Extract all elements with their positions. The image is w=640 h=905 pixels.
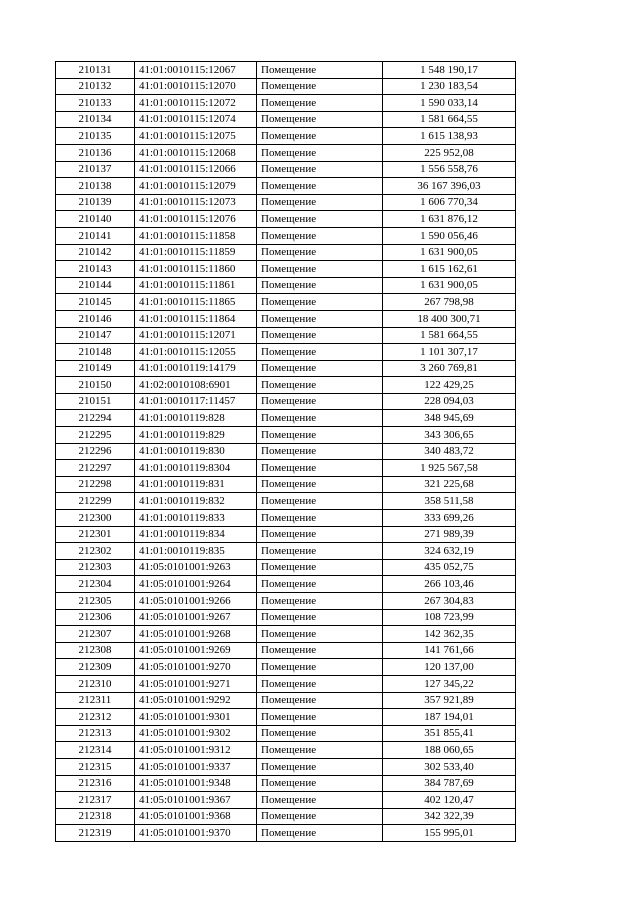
- object-type-cell: Помещение: [257, 725, 383, 742]
- object-type-cell: Помещение: [257, 227, 383, 244]
- cadastral-value-cell: 1 606 770,34: [383, 194, 516, 211]
- cadastral-number-cell: 41:05:0101001:9367: [135, 792, 257, 809]
- cadastral-value-cell: 358 511,58: [383, 493, 516, 510]
- cadastral-value-cell: 187 194,01: [383, 709, 516, 726]
- table-row: [56, 510, 516, 527]
- table-row: [56, 725, 516, 742]
- cadastral-number-cell: 41:01:0010115:11861: [135, 277, 257, 294]
- table-row: [56, 659, 516, 676]
- row-number-cell: 212311: [56, 692, 135, 709]
- object-type-cell: Помещение: [257, 476, 383, 493]
- object-type-cell: Помещение: [257, 310, 383, 327]
- cadastral-number-cell: 41:01:0010115:12073: [135, 194, 257, 211]
- cadastral-value-cell: 271 989,39: [383, 526, 516, 543]
- object-type-cell: Помещение: [257, 95, 383, 112]
- cadastral-number-cell: 41:05:0101001:9268: [135, 626, 257, 643]
- cadastral-number-cell: 41:01:0010115:11859: [135, 244, 257, 261]
- object-type-cell: Помещение: [257, 443, 383, 460]
- cadastral-number-cell: 41:05:0101001:9368: [135, 808, 257, 825]
- table-row: [56, 377, 516, 394]
- cadastral-number-cell: 41:05:0101001:9271: [135, 675, 257, 692]
- table-row: [56, 709, 516, 726]
- cadastral-number-cell: 41:01:0010119:8304: [135, 460, 257, 477]
- row-number-cell: 212296: [56, 443, 135, 460]
- table-row: [56, 559, 516, 576]
- cadastral-value-cell: 188 060,65: [383, 742, 516, 759]
- table-row: [56, 111, 516, 128]
- row-number-cell: 210135: [56, 128, 135, 145]
- row-number-cell: 210141: [56, 227, 135, 244]
- object-type-cell: Помещение: [257, 111, 383, 128]
- cadastral-number-cell: 41:05:0101001:9264: [135, 576, 257, 593]
- cadastral-number-cell: 41:01:0010115:12067: [135, 62, 257, 79]
- table-row: [56, 227, 516, 244]
- cadastral-number-cell: 41:01:0010115:12066: [135, 161, 257, 178]
- cadastral-number-cell: 41:05:0101001:9301: [135, 709, 257, 726]
- object-type-cell: Помещение: [257, 62, 383, 79]
- table-row: [56, 277, 516, 294]
- object-type-cell: Помещение: [257, 559, 383, 576]
- cadastral-number-cell: 41:05:0101001:9267: [135, 609, 257, 626]
- cadastral-value-cell: 321 225,68: [383, 476, 516, 493]
- table-row: [56, 178, 516, 195]
- cadastral-value-cell: 340 483,72: [383, 443, 516, 460]
- object-type-cell: Помещение: [257, 742, 383, 759]
- object-type-cell: Помещение: [257, 410, 383, 427]
- cadastral-number-cell: 41:01:0010119:834: [135, 526, 257, 543]
- cadastral-number-cell: 41:02:0010108:6901: [135, 377, 257, 394]
- object-type-cell: Помещение: [257, 493, 383, 510]
- object-type-cell: Помещение: [257, 427, 383, 444]
- cadastral-number-cell: 41:05:0101001:9302: [135, 725, 257, 742]
- row-number-cell: 210145: [56, 294, 135, 311]
- row-number-cell: 212317: [56, 792, 135, 809]
- object-type-cell: Помещение: [257, 808, 383, 825]
- object-type-cell: Помещение: [257, 327, 383, 344]
- cadastral-value-cell: 1 581 664,55: [383, 327, 516, 344]
- cadastral-number-cell: 41:01:0010115:12074: [135, 111, 257, 128]
- object-type-cell: Помещение: [257, 792, 383, 809]
- cadastral-value-cell: 1 631 900,05: [383, 244, 516, 261]
- cadastral-value-cell: 122 429,25: [383, 377, 516, 394]
- cadastral-value-cell: 120 137,00: [383, 659, 516, 676]
- cadastral-value-cell: 1 631 900,05: [383, 277, 516, 294]
- row-number-cell: 212295: [56, 427, 135, 444]
- object-type-cell: Помещение: [257, 460, 383, 477]
- cadastral-number-cell: 41:05:0101001:9270: [135, 659, 257, 676]
- cadastral-value-cell: 1 101 307,17: [383, 344, 516, 361]
- cadastral-value-cell: 266 103,46: [383, 576, 516, 593]
- cadastral-value-cell: 141 761,66: [383, 642, 516, 659]
- cadastral-number-cell: 41:01:0010115:12072: [135, 95, 257, 112]
- table-body: [56, 62, 516, 842]
- table-row: [56, 692, 516, 709]
- table-row: [56, 161, 516, 178]
- cadastral-value-table: [55, 61, 516, 842]
- object-type-cell: Помещение: [257, 161, 383, 178]
- cadastral-value-cell: 1 631 876,12: [383, 211, 516, 228]
- object-type-cell: Помещение: [257, 626, 383, 643]
- table-row: [56, 95, 516, 112]
- cadastral-number-cell: 41:01:0010115:12076: [135, 211, 257, 228]
- cadastral-value-cell: 1 925 567,58: [383, 460, 516, 477]
- table-row: [56, 261, 516, 278]
- cadastral-value-cell: 402 120,47: [383, 792, 516, 809]
- table-row: [56, 808, 516, 825]
- object-type-cell: Помещение: [257, 244, 383, 261]
- table-row: [56, 310, 516, 327]
- object-type-cell: Помещение: [257, 825, 383, 842]
- object-type-cell: Помещение: [257, 277, 383, 294]
- table-row: [56, 427, 516, 444]
- cadastral-number-cell: 41:01:0010119:828: [135, 410, 257, 427]
- object-type-cell: Помещение: [257, 526, 383, 543]
- cadastral-number-cell: 41:01:0010117:11457: [135, 393, 257, 410]
- table-row: [56, 344, 516, 361]
- cadastral-value-cell: 228 094,03: [383, 393, 516, 410]
- cadastral-number-cell: 41:01:0010115:12079: [135, 178, 257, 195]
- object-type-cell: Помещение: [257, 178, 383, 195]
- row-number-cell: 210151: [56, 393, 135, 410]
- table-row: [56, 360, 516, 377]
- object-type-cell: Помещение: [257, 692, 383, 709]
- table-row: [56, 62, 516, 79]
- cadastral-number-cell: 41:01:0010115:12071: [135, 327, 257, 344]
- row-number-cell: 212305: [56, 593, 135, 610]
- cadastral-number-cell: 41:01:0010115:12070: [135, 78, 257, 95]
- cadastral-value-cell: 302 533,40: [383, 758, 516, 775]
- row-number-cell: 212299: [56, 493, 135, 510]
- object-type-cell: Помещение: [257, 294, 383, 311]
- object-type-cell: Помещение: [257, 344, 383, 361]
- object-type-cell: Помещение: [257, 393, 383, 410]
- row-number-cell: 212318: [56, 808, 135, 825]
- row-number-cell: 212308: [56, 642, 135, 659]
- table-row: [56, 675, 516, 692]
- row-number-cell: 210131: [56, 62, 135, 79]
- table-row: [56, 742, 516, 759]
- table-row: [56, 144, 516, 161]
- table-row: [56, 609, 516, 626]
- object-type-cell: Помещение: [257, 78, 383, 95]
- table-row: [56, 758, 516, 775]
- row-number-cell: 210139: [56, 194, 135, 211]
- table-row: [56, 410, 516, 427]
- cadastral-value-cell: 384 787,69: [383, 775, 516, 792]
- table-row: [56, 460, 516, 477]
- cadastral-value-cell: 351 855,41: [383, 725, 516, 742]
- cadastral-value-cell: 348 945,69: [383, 410, 516, 427]
- row-number-cell: 212300: [56, 510, 135, 527]
- cadastral-number-cell: 41:01:0010115:12055: [135, 344, 257, 361]
- document-page: [55, 61, 515, 842]
- table-row: [56, 244, 516, 261]
- cadastral-number-cell: 41:01:0010119:832: [135, 493, 257, 510]
- row-number-cell: 210133: [56, 95, 135, 112]
- cadastral-number-cell: 41:05:0101001:9312: [135, 742, 257, 759]
- table-row: [56, 626, 516, 643]
- cadastral-number-cell: 41:01:0010115:12068: [135, 144, 257, 161]
- row-number-cell: 210132: [56, 78, 135, 95]
- row-number-cell: 210144: [56, 277, 135, 294]
- table-row: [56, 543, 516, 560]
- cadastral-number-cell: 41:01:0010119:829: [135, 427, 257, 444]
- table-row: [56, 493, 516, 510]
- cadastral-number-cell: 41:01:0010115:11860: [135, 261, 257, 278]
- object-type-cell: Помещение: [257, 775, 383, 792]
- cadastral-value-cell: 108 723,99: [383, 609, 516, 626]
- cadastral-number-cell: 41:01:0010115:11858: [135, 227, 257, 244]
- table-row: [56, 476, 516, 493]
- object-type-cell: Помещение: [257, 609, 383, 626]
- cadastral-number-cell: 41:01:0010119:14179: [135, 360, 257, 377]
- object-type-cell: Помещение: [257, 642, 383, 659]
- object-type-cell: Помещение: [257, 659, 383, 676]
- cadastral-value-cell: 267 798,98: [383, 294, 516, 311]
- cadastral-number-cell: 41:05:0101001:9269: [135, 642, 257, 659]
- cadastral-value-cell: 36 167 396,03: [383, 178, 516, 195]
- row-number-cell: 212303: [56, 559, 135, 576]
- row-number-cell: 210140: [56, 211, 135, 228]
- table-row: [56, 775, 516, 792]
- row-number-cell: 212314: [56, 742, 135, 759]
- row-number-cell: 210142: [56, 244, 135, 261]
- cadastral-number-cell: 41:05:0101001:9370: [135, 825, 257, 842]
- cadastral-value-cell: 333 699,26: [383, 510, 516, 527]
- cadastral-value-cell: 1 556 558,76: [383, 161, 516, 178]
- row-number-cell: 212313: [56, 725, 135, 742]
- cadastral-value-cell: 324 632,19: [383, 543, 516, 560]
- object-type-cell: Помещение: [257, 543, 383, 560]
- table-row: [56, 526, 516, 543]
- cadastral-number-cell: 41:01:0010119:835: [135, 543, 257, 560]
- table-row: [56, 576, 516, 593]
- row-number-cell: 212309: [56, 659, 135, 676]
- cadastral-number-cell: 41:01:0010119:833: [135, 510, 257, 527]
- cadastral-value-cell: 1 590 056,46: [383, 227, 516, 244]
- cadastral-value-cell: 1 590 033,14: [383, 95, 516, 112]
- row-number-cell: 210137: [56, 161, 135, 178]
- row-number-cell: 212302: [56, 543, 135, 560]
- row-number-cell: 212312: [56, 709, 135, 726]
- cadastral-number-cell: 41:01:0010115:11865: [135, 294, 257, 311]
- cadastral-number-cell: 41:05:0101001:9348: [135, 775, 257, 792]
- object-type-cell: Помещение: [257, 360, 383, 377]
- cadastral-value-cell: 18 400 300,71: [383, 310, 516, 327]
- object-type-cell: Помещение: [257, 758, 383, 775]
- table-row: [56, 327, 516, 344]
- object-type-cell: Помещение: [257, 377, 383, 394]
- object-type-cell: Помещение: [257, 593, 383, 610]
- row-number-cell: 210149: [56, 360, 135, 377]
- row-number-cell: 210146: [56, 310, 135, 327]
- table-row: [56, 642, 516, 659]
- row-number-cell: 212298: [56, 476, 135, 493]
- cadastral-value-cell: 1 615 138,93: [383, 128, 516, 145]
- cadastral-value-cell: 1 548 190,17: [383, 62, 516, 79]
- cadastral-value-cell: 343 306,65: [383, 427, 516, 444]
- cadastral-value-cell: 267 304,83: [383, 593, 516, 610]
- object-type-cell: Помещение: [257, 128, 383, 145]
- row-number-cell: 210148: [56, 344, 135, 361]
- cadastral-number-cell: 41:01:0010115:11864: [135, 310, 257, 327]
- cadastral-number-cell: 41:05:0101001:9337: [135, 758, 257, 775]
- object-type-cell: Помещение: [257, 709, 383, 726]
- row-number-cell: 212307: [56, 626, 135, 643]
- table-row: [56, 294, 516, 311]
- table-row: [56, 825, 516, 842]
- cadastral-value-cell: 342 322,39: [383, 808, 516, 825]
- row-number-cell: 210143: [56, 261, 135, 278]
- table-row: [56, 128, 516, 145]
- table-row: [56, 593, 516, 610]
- table-row: [56, 393, 516, 410]
- object-type-cell: Помещение: [257, 194, 383, 211]
- cadastral-value-cell: 1 615 162,61: [383, 261, 516, 278]
- cadastral-value-cell: 142 362,35: [383, 626, 516, 643]
- table-row: [56, 792, 516, 809]
- object-type-cell: Помещение: [257, 144, 383, 161]
- cadastral-value-cell: 1 230 183,54: [383, 78, 516, 95]
- cadastral-value-cell: 1 581 664,55: [383, 111, 516, 128]
- cadastral-value-cell: 127 345,22: [383, 675, 516, 692]
- row-number-cell: 210147: [56, 327, 135, 344]
- row-number-cell: 210150: [56, 377, 135, 394]
- table-row: [56, 194, 516, 211]
- row-number-cell: 212297: [56, 460, 135, 477]
- object-type-cell: Помещение: [257, 675, 383, 692]
- cadastral-number-cell: 41:05:0101001:9292: [135, 692, 257, 709]
- row-number-cell: 212310: [56, 675, 135, 692]
- row-number-cell: 212301: [56, 526, 135, 543]
- cadastral-number-cell: 41:01:0010119:830: [135, 443, 257, 460]
- row-number-cell: 212315: [56, 758, 135, 775]
- row-number-cell: 210136: [56, 144, 135, 161]
- row-number-cell: 212316: [56, 775, 135, 792]
- object-type-cell: Помещение: [257, 211, 383, 228]
- cadastral-value-cell: 435 052,75: [383, 559, 516, 576]
- row-number-cell: 210134: [56, 111, 135, 128]
- cadastral-value-cell: 3 260 769,81: [383, 360, 516, 377]
- cadastral-value-cell: 225 952,08: [383, 144, 516, 161]
- cadastral-number-cell: 41:05:0101001:9263: [135, 559, 257, 576]
- row-number-cell: 212304: [56, 576, 135, 593]
- cadastral-value-cell: 357 921,89: [383, 692, 516, 709]
- cadastral-number-cell: 41:01:0010115:12075: [135, 128, 257, 145]
- object-type-cell: Помещение: [257, 510, 383, 527]
- object-type-cell: Помещение: [257, 576, 383, 593]
- table-row: [56, 443, 516, 460]
- object-type-cell: Помещение: [257, 261, 383, 278]
- row-number-cell: 212306: [56, 609, 135, 626]
- cadastral-number-cell: 41:01:0010119:831: [135, 476, 257, 493]
- row-number-cell: 210138: [56, 178, 135, 195]
- table-row: [56, 211, 516, 228]
- table-row: [56, 78, 516, 95]
- row-number-cell: 212319: [56, 825, 135, 842]
- row-number-cell: 212294: [56, 410, 135, 427]
- cadastral-number-cell: 41:05:0101001:9266: [135, 593, 257, 610]
- cadastral-value-cell: 155 995,01: [383, 825, 516, 842]
